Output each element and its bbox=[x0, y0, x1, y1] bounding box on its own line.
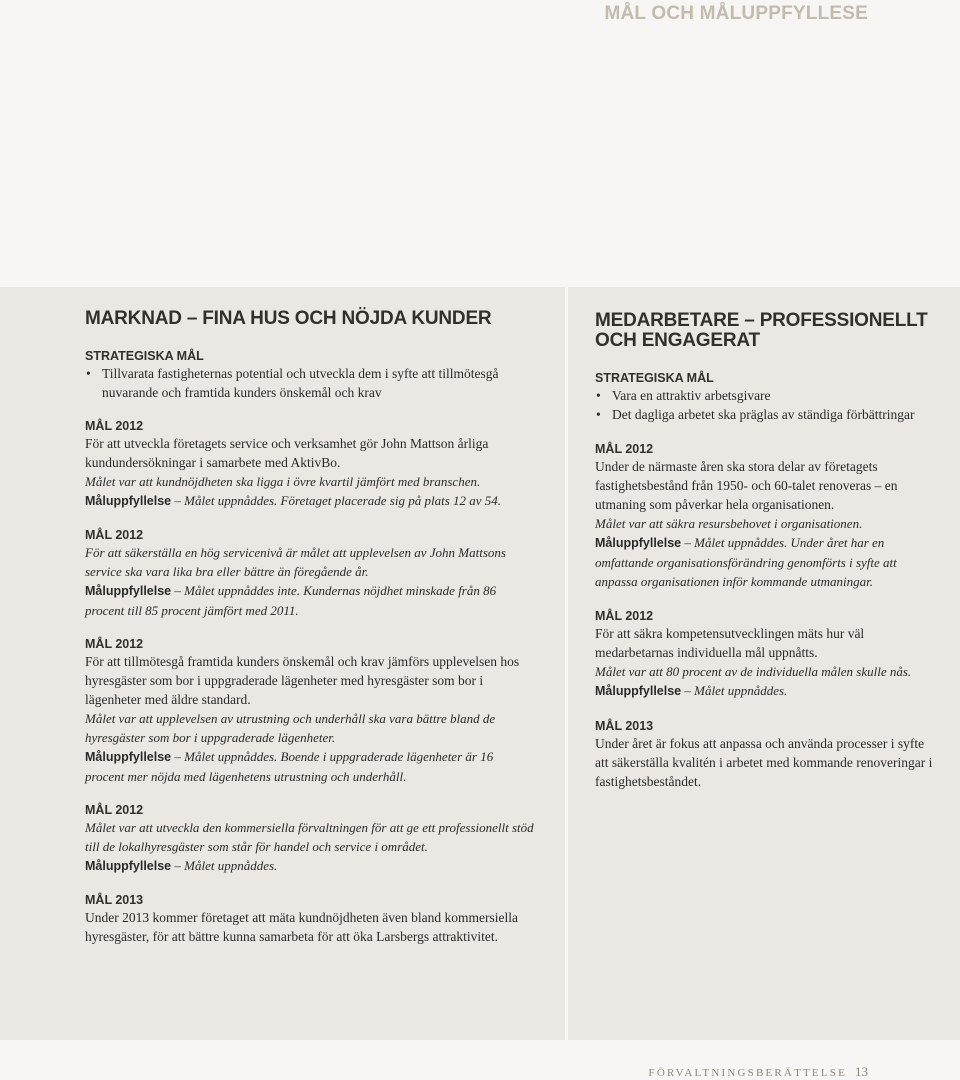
goal-label: MÅL 2012 bbox=[595, 609, 654, 623]
goal-target: Målet var att säkra resursbehovet i organisationen. bbox=[595, 516, 863, 531]
goal-target: Målet var att upplevelsen av utrustning och underhåll ska vara bättre bland de hyresgäster som bor i uppgraderade lägenheter. bbox=[85, 711, 496, 745]
achievement-text: – Målet uppnåddes. bbox=[681, 683, 788, 698]
goal-label: MÅL 2012 bbox=[595, 442, 654, 456]
strategic-goals-list bbox=[595, 386, 940, 424]
strategic-goals-list bbox=[85, 364, 535, 402]
goal-text: Under 2013 kommer företaget att mäta kundnöjdheten även bland kommersiella hyresgäster, för att bättre kunna samarbeta för att öka Larsbergs attraktivitet. bbox=[85, 910, 518, 944]
page-footer bbox=[649, 1064, 868, 1080]
marknad-panel bbox=[0, 287, 565, 1040]
goal-achievement bbox=[595, 681, 940, 701]
goal-label: MÅL 2013 bbox=[595, 719, 654, 733]
goal-label: MÅL 2013 bbox=[85, 893, 144, 907]
goal-label: MÅL 2012 bbox=[85, 419, 144, 433]
goal-text: För att tillmötesgå framtida kunders önskemål och krav jämförs upplevelsen hos hyresgäster som bor i uppgraderade lägenheter med hyresgäster som bor i lägenheter med äldre standard. bbox=[85, 654, 520, 707]
achievement-label: Måluppfyllelse bbox=[85, 494, 172, 508]
goal-label: MÅL 2012 bbox=[85, 637, 144, 651]
medarbetare-title: MEDARBETARE – PROFESSIONELLT OCH ENGAGERAT bbox=[595, 310, 928, 351]
goal-target: Målet var att kundnöjdheten ska ligga i övre kvartil jämfört med branschen. bbox=[85, 474, 481, 489]
medarbetare-panel bbox=[568, 287, 960, 1040]
strategic-goals-label: STRATEGISKA MÅL bbox=[595, 371, 714, 385]
goal-label: MÅL 2012 bbox=[85, 528, 144, 542]
strategic-goals-label: STRATEGISKA MÅL bbox=[85, 349, 204, 363]
goal-text: Under året är fokus att anpassa och använda processer i syfte att säkerställa kvalitén i arbetet med kommande renoveringar i fastighetsbeståndet. bbox=[595, 736, 933, 789]
goal-achievement bbox=[595, 533, 940, 591]
marknad-title: MARKNAD – FINA HUS OCH NÖJDA KUNDER bbox=[85, 308, 492, 329]
achievement-label: Måluppfyllelse bbox=[85, 859, 172, 873]
goal-text: För att utveckla företagets service och verksamhet gör John Mattson årliga kundundersökningar i samarbete med AktivBo. bbox=[85, 436, 489, 470]
goal-target: Målet var att 80 procent av de individuella målen skulle nås. bbox=[595, 664, 912, 679]
goal-text: Under de närmaste åren ska stora delar av företagets fastighetsbestånd från 1950- och 60-talet renoveras – en utmaning som påverkar hela organisationen. bbox=[595, 459, 898, 512]
goal-target: Målet var att utveckla den kommersiella förvaltningen för att ge ett professionellt stöd till de lokalhyresgäster som står för handel och service i området. bbox=[85, 820, 534, 854]
goal-achievement bbox=[85, 747, 535, 786]
goal-achievement bbox=[85, 856, 535, 876]
running-header: MÅL OCH MÅLUPPFYLLESE bbox=[604, 3, 868, 24]
achievement-label: Måluppfyllelse bbox=[595, 684, 682, 698]
list-item: • Tillvarata fastigheternas potential och utveckla dem i syfte att tillmötesgå nuvarande och framtida kunders önskemål och krav bbox=[85, 364, 535, 402]
goal-text: För att säkra kompetensutvecklingen mäts hur väl medarbetarnas individuella mål uppnåtts. bbox=[595, 626, 865, 660]
achievement-label: Måluppfyllelse bbox=[595, 536, 682, 550]
goal-achievement bbox=[85, 581, 535, 620]
achievement-text: – Målet uppnåddes inte. Kundernas nöjdhet minskade från 86 procent till 85 procent jämfört med 2011. bbox=[85, 583, 497, 618]
list-item: • Det dagliga arbetet ska präglas av ständiga förbättringar bbox=[595, 405, 940, 424]
achievement-text: – Målet uppnåddes. bbox=[171, 858, 278, 873]
achievement-text: – Målet uppnåddes. Under året har en omfattande organisationsförändring genomförts i syfte att anpassa organisationen inför kommande utmaningar. bbox=[595, 535, 897, 589]
achievement-label: Måluppfyllelse bbox=[85, 584, 172, 598]
achievement-text: – Målet uppnåddes. Boende i uppgraderade lägenheter är 16 procent mer nöjda med lägenhetens utrustning och underhåll. bbox=[85, 749, 494, 784]
goal-achievement bbox=[85, 491, 535, 511]
achievement-label: Måluppfyllelse bbox=[85, 750, 172, 764]
page-number: 13 bbox=[855, 1064, 868, 1079]
goal-target: För att säkerställa en hög servicenivå är målet att upplevelsen av John Mattsons service ska vara lika bra eller bättre än föregående år. bbox=[85, 545, 506, 579]
footer-label: FÖRVALTNINGSBERÄTTELSE bbox=[648, 1067, 847, 1079]
list-item: • Vara en attraktiv arbetsgivare bbox=[595, 386, 940, 405]
achievement-text: – Målet uppnåddes. Företaget placerade sig på plats 12 av 54. bbox=[171, 493, 502, 508]
goal-label: MÅL 2012 bbox=[85, 803, 144, 817]
